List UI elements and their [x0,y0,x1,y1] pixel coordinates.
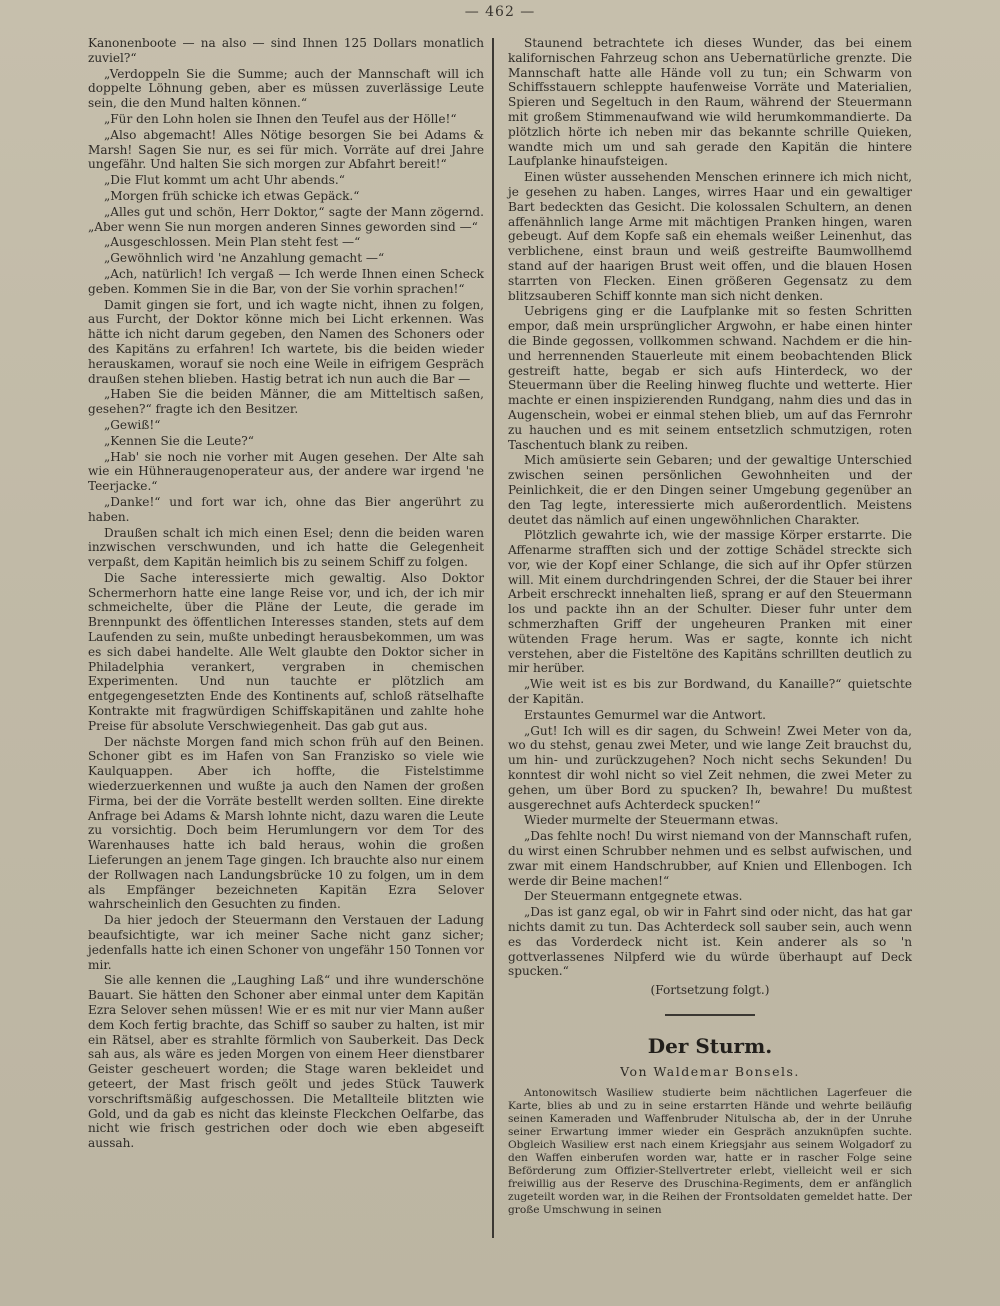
title-rule [665,1014,755,1016]
paragraph: Sie alle kennen die „Laughing Laß“ und ihre wunderschöne Bauart. Sie hätten den Schoner aber einmal unter dem Kapitän Ezra Selover sehen müssen! Wie er es mit nur vier Mann außer dem Koch fertig brachte, das Schiff so sauber zu halten, ist mir ein Rätsel, aber es strahlte förmlich von Sauberkeit. Das Deck sah aus, als wäre es jeden Morgen von einem Heer dienstbarer Geister gescheuert worden; die Stage waren bekleidet und geteert, der Mast frisch geölt und jedes Stück Tauwerk vorschriftsmäßig aufgeschossen. Die Metallteile blitzten wie Gold, und da gab es nicht das kleinste Fleckchen Oelfarbe, das nicht wie frisch gestrichen oder doch wie eben abgeseift aussah. [88,973,484,1151]
column-divider [492,38,494,1238]
paragraph: Draußen schalt ich mich einen Esel; denn die beiden waren inzwischen verschwunden, und ich hatte die Gelegenheit verpaßt, dem Kapitän heimlich bis zu seinem Schiff zu folgen. [88,525,484,570]
paragraph: Staunend betrachtete ich dieses Wunder, das bei einem kalifornischen Fahrzeug schon ans Uebernatürliche grenzte. Die Mannschaft hatte alle Hände voll zu tun; ein Schwarm von Schiffsstauern schleppte haufenweise Vorräte und Materialien, Spieren und Segeltuch in den Raum, während der Steuermann mit großem Stimmenaufwand wie wild herumkommandierte. Da plötzlich hörte ich neben mir das bekannte schrille Quieken, wandte mich um und sah gerade den Kapitän die hintere Laufplanke hinaufsteigen. [508,36,912,169]
paragraph: „Das ist ganz egal, ob wir in Fahrt sind oder nicht, das hat gar nichts damit zu tun. Das Achterdeck soll sauber sein, auch wenn es das Vorderdeck nicht ist. Kein anderer als so 'n gottverlassenes Nilpferd wie du würde überhaupt auf Deck spucken.“ [508,905,912,979]
paragraph: Uebrigens ging er die Laufplanke mit so festen Schritten empor, daß mein ursprünglicher Argwohn, er habe einen hinter die Binde gegossen, vollkommen schwand. Nachdem er die hin- und herrennenden Stauerleute mit einem beobachtenden Blick gestreift hatte, begab er sich aufs Hinterdeck, wo der Steuermann über die Reeling hinweg fluchte und wetterte. Hier machte er einen inspizierenden Rundgang, nahm dies und das in Augenschein, wobei er einmal stehen blieb, um auf das Fernrohr zu hauchen und es mit seinem entsetzlich schmutzigen, roten Taschentuch blank zu reiben. [508,304,912,452]
article-paragraph: Antonowitsch Wasiliew studierte beim nächtlichen Lagerfeuer die Karte, blies ab und zu in seine erstarrten Hände und wehrte beiläufig seinen Kameraden und Waffenbruder Nitulscha ab, der in der Unruhe seiner Erwartung immer wieder ein Gespräch anzuknüpfen suchte. Obgleich Wasiliew erst nach einem Kriegsjahr aus seinem Wolgadorf zu den Waffen einberufen worden war, hatte er in rascher Folge seine Beförderung zum Offizier-Stellvertreter erlebt, vielleicht weil er sich freiwillig aus der Reserve des Druschina-Regiments, dem er anfänglich zugeteilt worden war, in die Reihen der Frontsoldaten gemeldet hatte. Der große Umschwung in seinen [508,1087,912,1216]
paragraph: „Verdoppeln Sie die Summe; auch der Mannschaft will ich doppelte Löhnung geben, aber es müssen zuverlässige Leute sein, die den Mund halten können.“ [88,66,484,111]
paragraph: Damit gingen sie fort, und ich wagte nicht, ihnen zu folgen, aus Furcht, der Doktor könne mich bei Licht erkennen. Was hätte ich nicht darum gegeben, den Namen des Schoners oder des Kapitäns zu erfahren! Ich wartete, bis die beiden wieder herauskamen, worauf sie noch eine Weile in eifrigem Gespräch draußen stehen blieben. Hastig betrat ich nun auch die Bar — [88,297,484,386]
paragraph: Erstauntes Gemurmel war die Antwort. [524,707,767,722]
paragraph: „Kennen Sie die Leute?“ [104,433,254,448]
paragraph: Der nächste Morgen fand mich schon früh auf den Beinen. Schoner gibt es im Hafen von San Franzisko so viele wie Kaulquappen. Aber ich hoffte, die Fistelstimme wiederzuerkennen und wußte ja auch den Namen der großen Firma, bei der die Vorräte bestellt werden sollten. Eine direkte Anfrage bei Adams & Marsh lohnte nicht, dazu waren die Leute zu vorsichtig. Doch beim Herumlungern vor dem Tor des Warenhauses hatte ich bald heraus, wohin die großen Lieferungen an jenem Tage gingen. Ich brauchte also nur einem der Rollwagen nach Landungsbrücke 10 zu folgen, um in dem als Empfänger bezeichneten Kapitän Ezra Selover wahrscheinlich den Gesuchten zu finden. [88,734,484,912]
continuation-note: (Fortsetzung folgt.) [650,983,770,998]
paragraph: „Wie weit ist es bis zur Bordwand, du Kanaille?“ quietschte der Kapitän. [508,677,912,707]
paragraph: „Das fehlte noch! Du wirst niemand von der Mannschaft rufen, du wirst einen Schrubber nehmen und es selbst aufwischen, und zwar mit einem Handschrubber, auf Knien und Ellenbogen. Ich werde dir Beine machen!“ [508,829,912,888]
paragraph: „Morgen früh schicke ich etwas Gepäck.“ [104,188,360,203]
right-column [508,36,912,1217]
paragraph: „Gewöhnlich wird 'ne Anzahlung gemacht —“ [104,251,385,266]
paragraph: „Ach, natürlich! Ich vergaß — Ich werde Ihnen einen Scheck geben. Kommen Sie in die Bar, von der Sie vorhin sprachen!“ [88,266,484,296]
paragraph: Wieder murmelte der Steuermann etwas. [524,813,779,828]
article-byline: Von Waldemar Bonsels. [620,1064,800,1079]
paragraph: „Haben Sie die beiden Männer, die am Mitteltisch saßen, gesehen?“ fragte ich den Besitzer. [88,387,484,417]
paragraph: „Für den Lohn holen sie Ihnen den Teufel aus der Hölle!“ [104,111,457,126]
article-body [508,1087,912,1217]
paragraph: Einen wüster aussehenden Menschen erinnere ich mich nicht, je gesehen zu haben. Langes, wirres Haar und ein gewaltiger Bart bedeckten das Gesicht. Die kolossalen Schultern, an denen affenähnlich lange Arme mit mächtigen Pranken hingen, waren gebeugt. Auf dem Kopfe saß ein ehemals weißer Leinenhut, das verblichene, einst braun und weiß gestreifte Baumwollhemd stand auf der haarigen Brust weit offen, und die blauen Hosen starrten von Flecken. Einen größeren Gegensatz zu dem blitzsauberen Schiff konnte man sich nicht denken. [508,170,912,303]
paragraph: „Die Flut kommt um acht Uhr abends.“ [104,173,345,188]
paragraph: „Gut! Ich will es dir sagen, du Schwein! Zwei Meter von da, wo du stehst, genau zwei Meter, und wie lange Zeit brauchst du, um hin- und zurückzugehen? Noch nicht sechs Sekunden! Du konntest dir wohl nicht so viel Zeit nehmen, die zwei Meter zu gehen, um über Bord zu spucken? Ih, bewahre! Du mußtest ausgerechnet aufs Achterdeck spucken!“ [508,723,912,812]
article-title: Der Sturm. [647,1034,773,1058]
paragraph: Der Steuermann entgegnete etwas. [524,889,743,904]
paragraph: „Alles gut und schön, Herr Doktor,“ sagte der Mann zögernd. „Aber wenn Sie nun morgen anderen Sinnes geworden sind —“ [88,204,484,234]
paragraph: Da hier jedoch der Steuermann den Verstauen der Ladung beaufsichtigte, war ich meiner Sache nicht ganz sicher; jedenfalls hatte ich einen Schoner von ungefähr 150 Tonnen vor mir. [88,913,484,972]
paragraph: „Also abgemacht! Alles Nötige besorgen Sie bei Adams & Marsh! Sagen Sie nur, es sei für mich. Vorräte auf drei Jahre ungefähr. Und halten Sie sich morgen zur Abfahrt bereit!“ [88,127,484,172]
paragraph: „Danke!“ und fort war ich, ohne das Bier angerührt zu haben. [88,494,484,524]
paragraph: „Hab' sie noch nie vorher mit Augen gesehen. Der Alte sah wie ein Hühneraugenoperateur aus, der andere war irgend 'ne Teerjacke.“ [88,449,484,494]
story-continuation [508,36,912,979]
paragraph: Die Sache interessierte mich gewaltig. Also Doktor Schermerhorn hatte eine lange Reise vor, und ich, der ich mir schmeichelte, über die Pläne der Leute, die gerade im Brennpunkt des öffentlichen Interesses standen, stets auf dem Laufenden zu sein, mußte unbedingt herausbekommen, um was es sich dabei handelte. Alle Welt glaubte den Doktor sicher in Philadelphia verankert, vergraben in chemischen Experimenten. Und nun tauchte er plötzlich am entgegengesetzten Ende des Kontinents auf, schloß rätselhafte Kontrakte mit fragwürdigen Schiffskapitänen und zahlte hohe Preise für absolute Verschwiegenheit. Das gab gut aus. [88,570,484,733]
paragraph: „Ausgeschlossen. Mein Plan steht fest —“ [104,235,361,250]
page-number: — 462 — [464,4,536,20]
paragraph: Plötzlich gewahrte ich, wie der massige Körper erstarrte. Die Affenarme strafften sich und der zottige Schädel streckte sich vor, wie der Kopf einer Schlange, die sich auf ihr Opfer stürzen will. Mit einem durchdringenden Schrei, der die Stauer bei ihrer Arbeit erschreckt innehalten ließ, sprang er auf den Steuermann los und packte ihn an der Schulter. Dieser fuhr unter dem schmerzhaften Griff der ungeheuren Pranken mit einer wütenden Frage herum. Was er sagte, konnte ich nicht verstehen, aber die Fisteltöne des Kapitäns schrillten deutlich zu mir herüber. [508,528,912,676]
paragraph: Kanonenboote — na also — sind Ihnen 125 Dollars monatlich zuviel?“ [88,36,484,65]
paragraph: Mich amüsierte sein Gebaren; und der gewaltige Unterschied zwischen seinen persönlichen Gewohnheiten und der Peinlichkeit, die er den Dingen seiner Umgebung gegenüber an den Tag legte, interessierte mich außerordentlich. Meistens deutet das nämlich auf einen ungewöhnlichen Charakter. [508,453,912,527]
paragraph: „Gewiß!“ [104,417,161,432]
left-column [88,36,484,1152]
